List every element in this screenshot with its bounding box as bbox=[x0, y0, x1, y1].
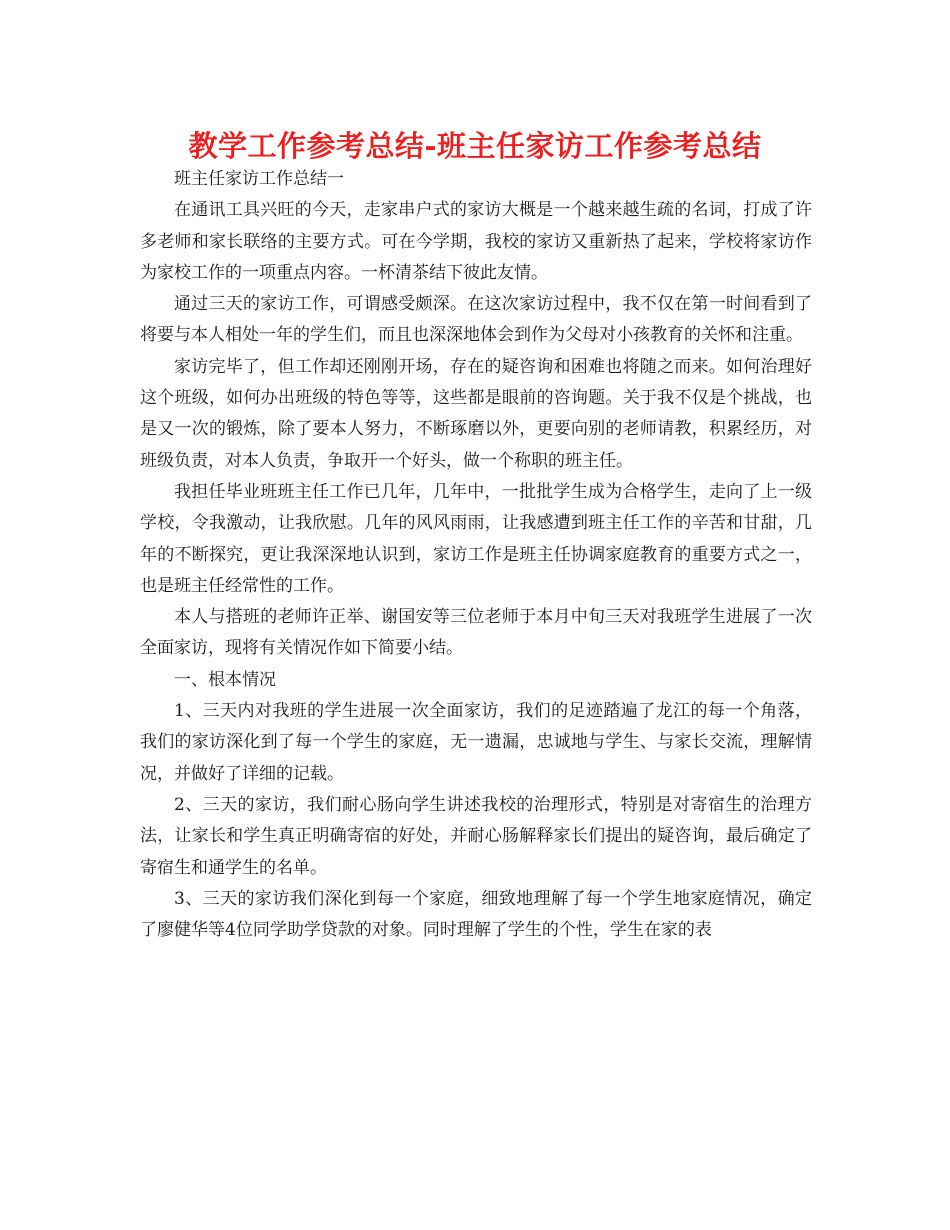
paragraph: 本人与搭班的老师许正举、谢国安等三位老师于本月中旬三天对我班学生进展了一次全面家访，现将有关情况作如下简要小结。 bbox=[140, 607, 812, 659]
paragraph: 家访完毕了，但工作却还刚刚开场，存在的疑咨询和困难也将随之而来。如何治理好这个班级，如何办出班级的特色等等，这些都是眼前的咨询题。关于我不仅是个挑战，也是又一次的锻炼，除了要本人努力，不断琢磨以外，更要向别的老师请教，积累经历，对班级负责，对本人负责，争取开一个好头，做一个称职的班主任。 bbox=[140, 356, 812, 471]
paragraph: 在通讯工具兴旺的今天，走家串户式的家访大概是一个越来越生疏的名词，打成了许多老师和家长联络的主要方式。可在今学期，我校的家访又重新热了起来，学校将家访作为家校工作的一项重点内容。一杯清茶结下彼此友情。 bbox=[140, 200, 812, 283]
document-title: 教学工作参考总结-班主任家访工作参考总结 bbox=[188, 129, 762, 163]
paragraph: 我担任毕业班班主任工作已几年，几年中，一批批学生成为合格学生，走向了上一级学校，令我激动，让我欣慰。几年的风风雨雨，让我感遭到班主任工作的辛苦和甘甜，几年的不断探究，更让我深深地认识到，家访工作是班主任协调家庭教育的重要方式之一，也是班主任经常性的工作。 bbox=[140, 481, 812, 596]
section-heading: 一、根本情况 bbox=[174, 669, 276, 690]
paragraph: 1、三天内对我班的学生进展一次全面家访，我们的足迹踏遍了龙江的每一个角落，我们的家访深化到了每一个学生的家庭，无一遗漏，忠诚地与学生、与家长交流，理解情况，并做好了详细的记载。 bbox=[140, 701, 812, 784]
paragraph: 3、三天的家访我们深化到每一个家庭，细致地理解了每一个学生地家庭情况，确定了廖健华等4位同学助学贷款的对象。同时理解了学生的个性，学生在家的表 bbox=[140, 888, 812, 941]
document-body bbox=[140, 164, 812, 946]
paragraph: 通过三天的家访工作，可谓感受颇深。在这次家访过程中，我不仅在第一时间看到了将要与本人相处一年的学生们，而且也深深地体会到作为父母对小孩教育的关怀和注重。 bbox=[140, 294, 812, 346]
paragraph: 2、三天的家访，我们耐心肠向学生讲述我校的治理形式，特别是对寄宿生的治理方法，让家长和学生真正明确寄宿的好处，并耐心肠解释家长们提出的疑咨询，最后确定了寄宿生和通学生的名单。 bbox=[140, 794, 812, 878]
document-subtitle: 班主任家访工作总结一 bbox=[174, 169, 344, 189]
